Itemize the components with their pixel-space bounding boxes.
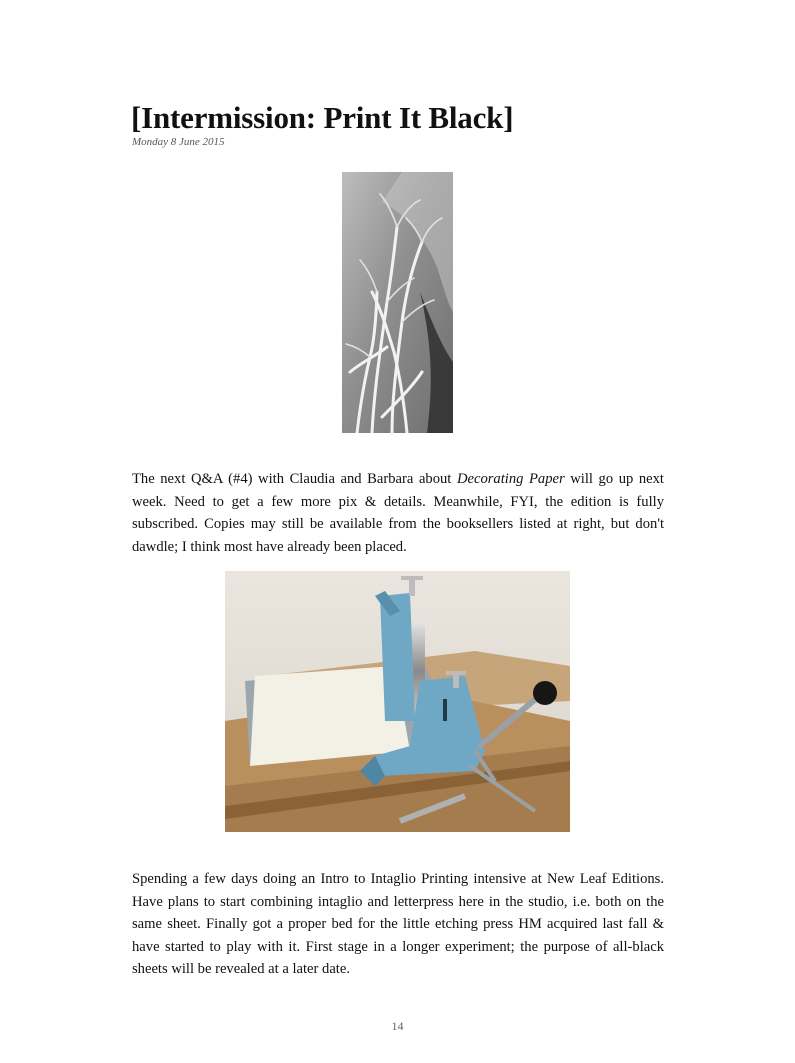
page-title: [Intermission: Print It Black]	[131, 100, 514, 135]
page-number: 14	[391, 1019, 404, 1033]
body-paragraph-2: Spending a few days doing an Intro to Intaglio Printing intensive at New Leaf Editions. Have plans to start combining intaglio and letterpress here in the studio, i.e. both on the same sheet. Finally got a proper bed for the little etching press HM acquired last fall & have started to play with it. First stage in a longer experiment; the purpose of all-black sheets will be revealed at a later date.	[132, 871, 664, 977]
post-date: Monday 8 June 2015	[132, 136, 225, 148]
body-paragraph-1	[132, 468, 664, 558]
botanical-print-image	[342, 172, 453, 433]
paragraph-text: will go up next week. Need to get a few more pix & details. Meanwhile, FYI, the edition is fully subscribed. Copies may still be available from the booksellers listed at right, but don't dawdle; I think most have already been placed.	[132, 471, 664, 555]
paragraph-text: The next Q&A (#4) with Claudia and Barbara about	[132, 471, 457, 487]
book-title-emphasis: Decorating Paper	[456, 471, 565, 487]
etching-press-photo	[225, 571, 570, 832]
